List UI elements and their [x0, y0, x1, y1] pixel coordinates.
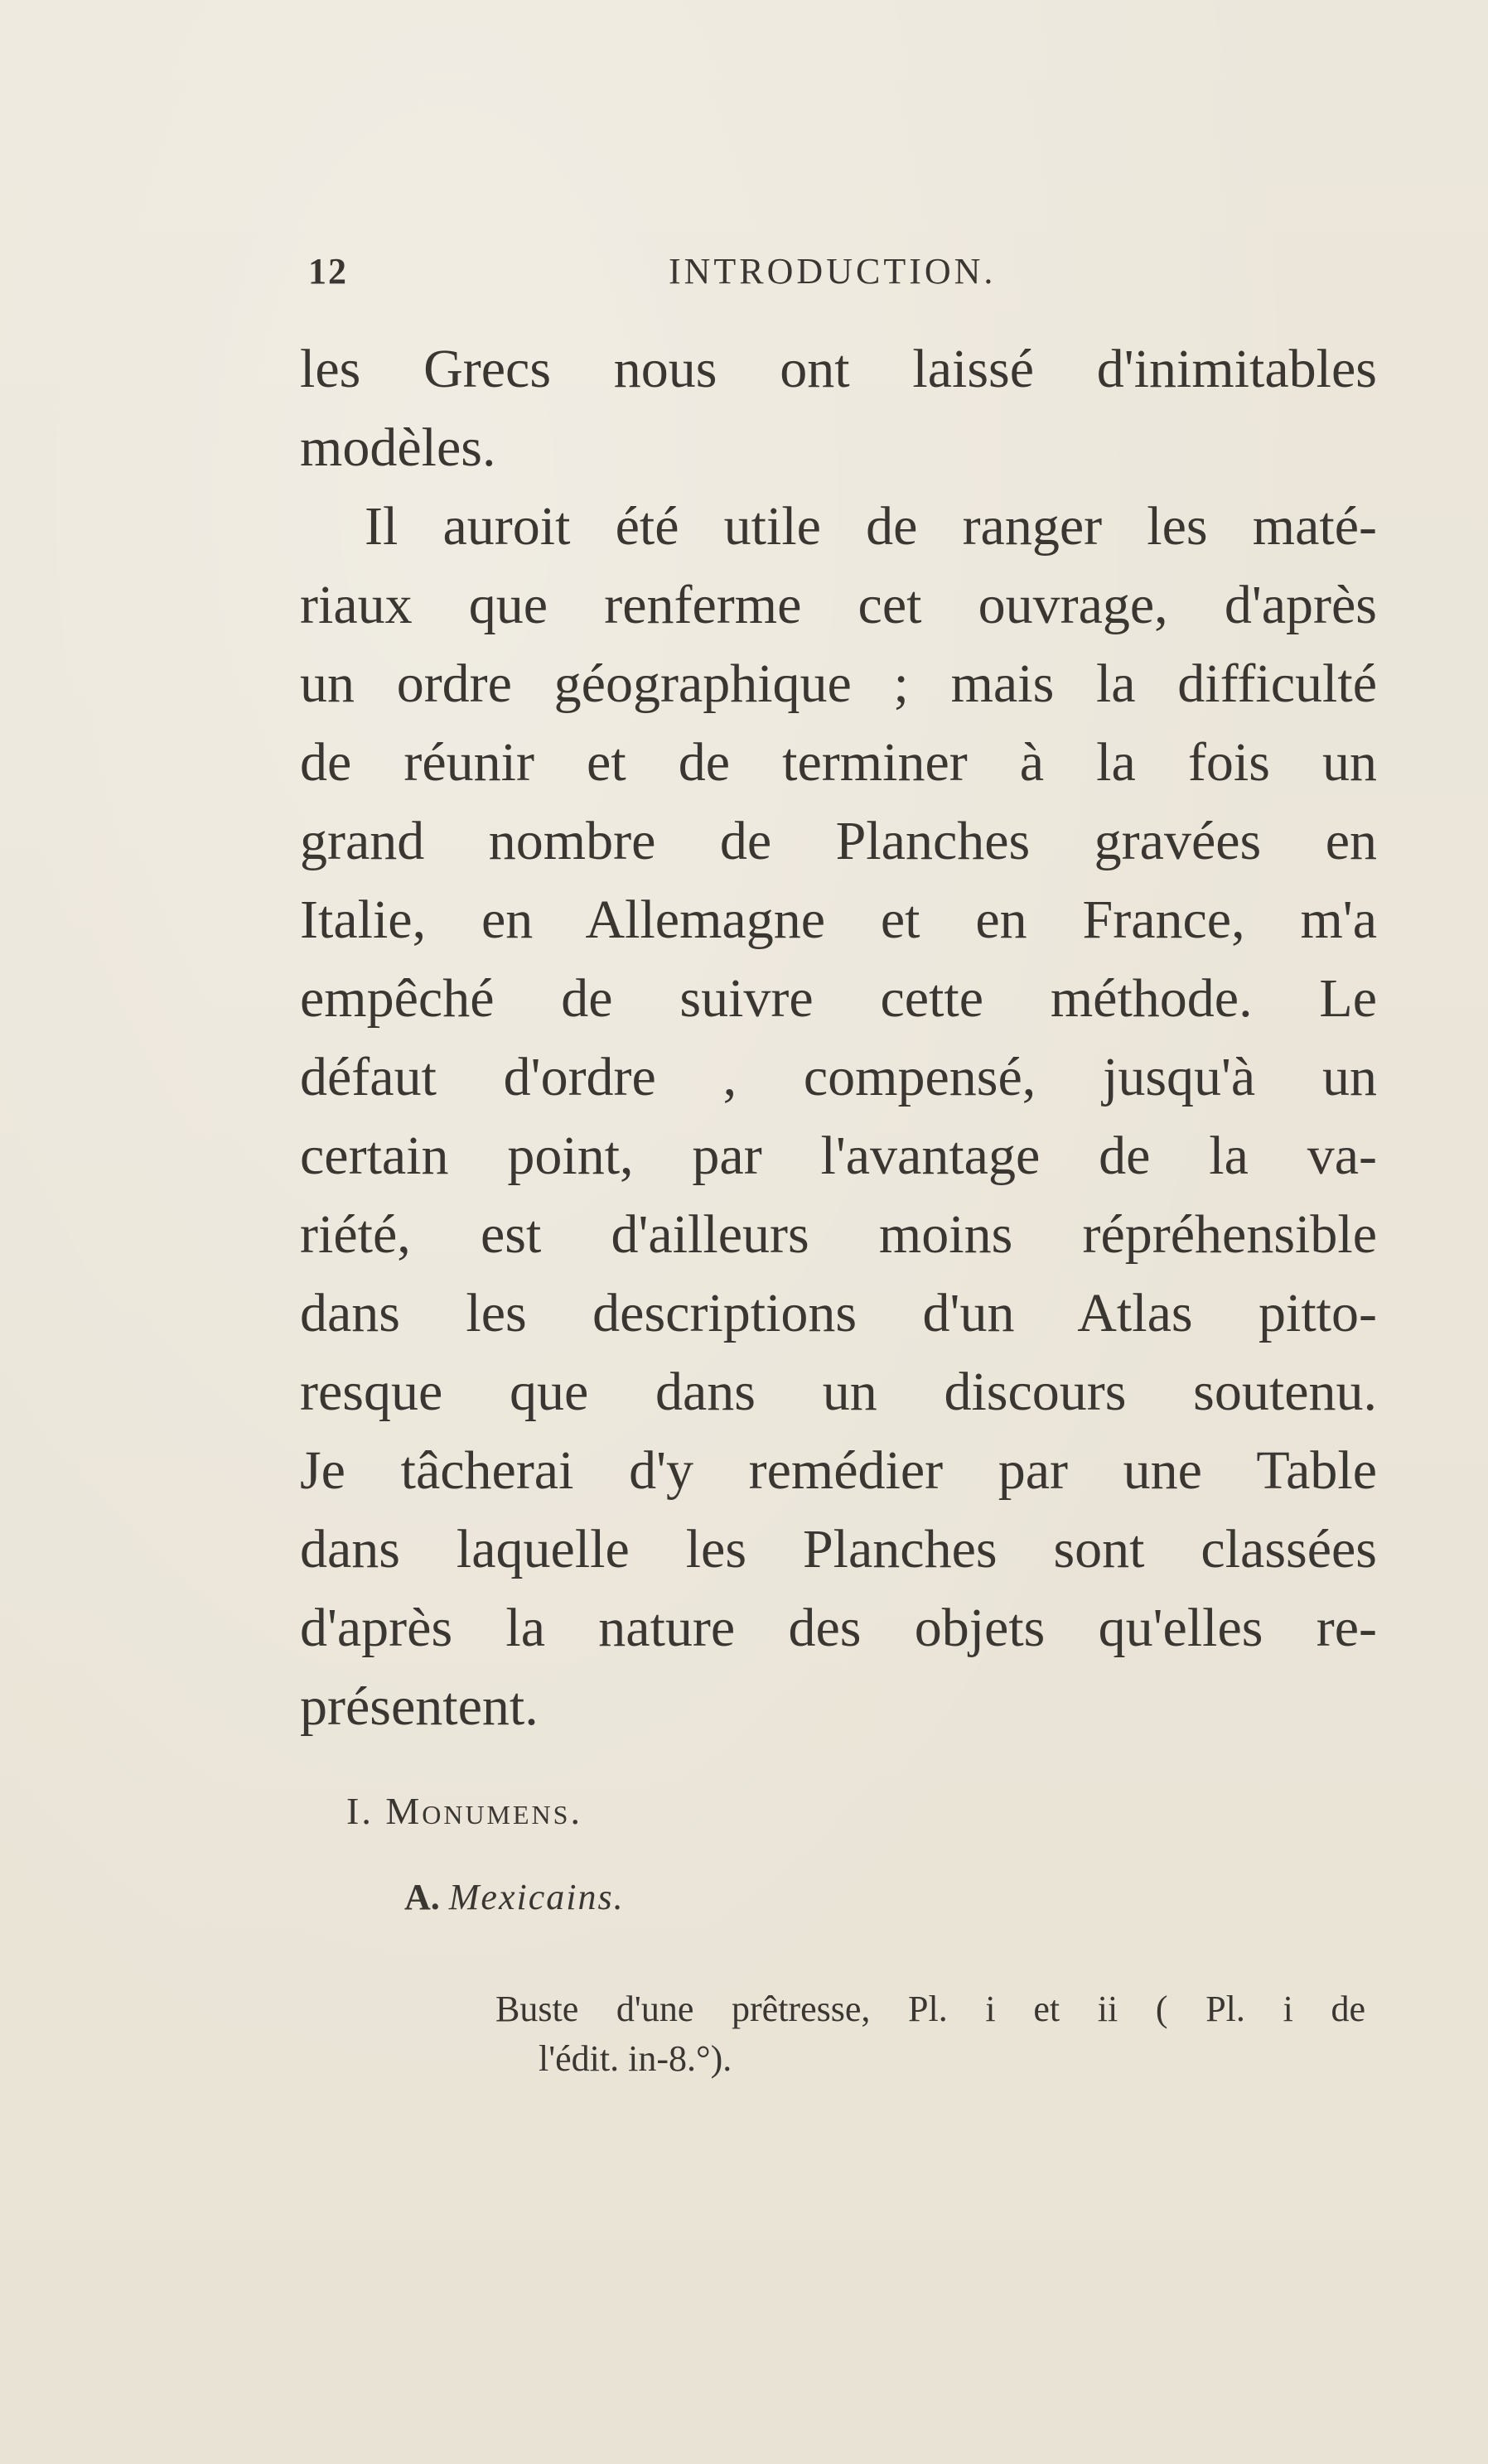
text-line: riaux que renferme cet ouvrage, d'après [300, 575, 1377, 635]
entry-line: l'édit. in-8.°). [539, 2038, 732, 2079]
text-line: empêché de suivre cette méthode. Le [300, 968, 1377, 1029]
text-line: Italie, en Allemagne et en France, m'a [300, 890, 1377, 950]
text-line: de réunir et de terminer à la fois un [300, 732, 1377, 793]
subsection-letter: A. [404, 1877, 440, 1917]
text-line: dans laquelle les Planches sont classées [300, 1519, 1377, 1579]
subsection-heading [404, 1876, 625, 1918]
text-line: modèles. [300, 417, 496, 478]
text-line: les Grecs nous ont laissé d'inimitables [300, 339, 1377, 399]
section-heading: I. Monumens. [346, 1790, 582, 1832]
text-line: un ordre géographique ; mais la difficulté [300, 653, 1377, 714]
page-header [300, 250, 1377, 300]
text-line: riété, est d'ailleurs moins répréhensible [300, 1204, 1377, 1265]
text-line: défaut d'ordre , compensé, jusqu'à un [300, 1047, 1377, 1107]
text-line: Je tâcherai d'y remédier par une Table [300, 1440, 1377, 1501]
text-line: dans les descriptions d'un Atlas pitto- [300, 1283, 1377, 1343]
text-line: resque que dans un discours soutenu. [300, 1362, 1377, 1422]
catalogue-entry [495, 1984, 1365, 2084]
page-number: 12 [308, 251, 348, 292]
text-line: Il auroit été utile de ranger les maté- [365, 496, 1377, 557]
text-line: grand nombre de Planches gravées en [300, 811, 1377, 871]
entry-line: Buste d'une prêtresse, Pl. i et ii ( Pl. i de [495, 1989, 1365, 2029]
text-line: présentent. [300, 1676, 539, 1737]
body-paragraphs [300, 330, 1377, 1746]
text-line: certain point, par l'avantage de la va- [300, 1126, 1377, 1186]
text-line: d'après la nature des objets qu'elles re- [300, 1598, 1377, 1658]
running-head: INTRODUCTION. [669, 251, 997, 292]
subsection-name: Mexicains. [448, 1877, 625, 1917]
